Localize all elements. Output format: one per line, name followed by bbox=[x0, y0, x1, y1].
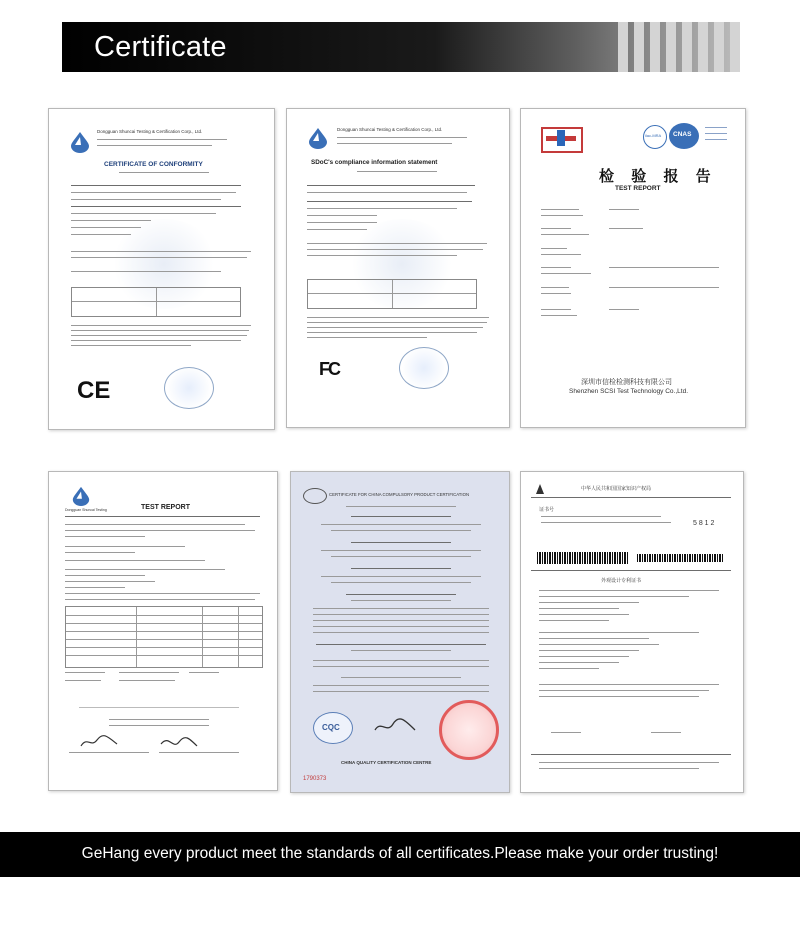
text-line bbox=[159, 752, 239, 753]
text-line bbox=[189, 672, 219, 673]
text-line bbox=[65, 516, 260, 517]
text-line bbox=[351, 600, 451, 601]
text-line bbox=[531, 497, 731, 498]
text-line bbox=[65, 530, 255, 531]
text-line bbox=[541, 293, 571, 294]
text-line bbox=[539, 668, 599, 669]
certificate-issuer: Dongguan Shuncai Testing & Certification Corp., Ltd. bbox=[97, 129, 203, 134]
text-line bbox=[351, 542, 451, 543]
text-line bbox=[337, 143, 452, 144]
certificate-title: 检 验 报 告 bbox=[599, 167, 717, 185]
signature-icon bbox=[79, 734, 119, 750]
text-line bbox=[651, 732, 681, 733]
text-line bbox=[307, 322, 487, 323]
text-line bbox=[539, 650, 639, 651]
text-line bbox=[351, 516, 451, 517]
text-line bbox=[539, 644, 659, 645]
lab-name-en: Shenzhen SCSI Test Technology Co.,Ltd. bbox=[569, 388, 689, 395]
text-line bbox=[539, 638, 649, 639]
text-line bbox=[97, 145, 212, 146]
text-line bbox=[541, 516, 661, 517]
text-line bbox=[307, 201, 472, 202]
patent-certificate-card bbox=[520, 471, 744, 793]
text-line bbox=[307, 243, 487, 244]
certificate-title: 中华人民共和国国家知识产权局 bbox=[581, 486, 652, 492]
text-line bbox=[609, 309, 639, 310]
text-line bbox=[321, 550, 481, 551]
text-line bbox=[97, 139, 227, 140]
text-line bbox=[541, 254, 581, 255]
official-red-stamp bbox=[439, 700, 499, 760]
certificate-title: TEST REPORT bbox=[141, 504, 191, 511]
text-line bbox=[351, 568, 451, 569]
text-line bbox=[337, 137, 467, 138]
ilac-badge bbox=[643, 125, 667, 149]
certificate-serial: 1790373 bbox=[303, 776, 327, 782]
text-line bbox=[321, 576, 481, 577]
banner-stripes bbox=[618, 22, 740, 72]
text-line bbox=[119, 172, 209, 173]
text-line bbox=[71, 220, 151, 221]
text-line bbox=[609, 267, 719, 268]
certificate-stamp: 证书号 bbox=[539, 507, 555, 513]
lab-logo-icon bbox=[541, 127, 583, 153]
certificate-ce-card bbox=[48, 108, 275, 430]
text-line bbox=[71, 271, 221, 272]
text-line bbox=[307, 208, 457, 209]
certificate-title: CERTIFICATE OF CONFORMITY bbox=[104, 161, 203, 168]
text-line bbox=[541, 273, 591, 274]
test-report-cn-card bbox=[520, 108, 746, 428]
text-line bbox=[307, 192, 467, 193]
banner-stripe bbox=[698, 22, 708, 72]
text-line bbox=[346, 594, 456, 595]
text-line bbox=[346, 506, 456, 507]
text-line bbox=[307, 337, 427, 338]
text-line bbox=[71, 330, 249, 331]
text-line bbox=[71, 335, 247, 336]
cqc-seal bbox=[313, 712, 353, 744]
signature-icon bbox=[159, 734, 199, 750]
certificate-issuer: Dongguan Shuncai Testing & Certification Corp., Ltd. bbox=[337, 127, 443, 132]
certificate-subtitle: 外观设计专利证书 bbox=[601, 578, 642, 584]
text-line bbox=[539, 768, 699, 769]
certificate-ccc-card bbox=[290, 471, 510, 793]
text-line bbox=[541, 522, 671, 523]
certificate-title: SDoC's compliance information statement bbox=[311, 159, 438, 166]
text-line bbox=[541, 228, 571, 229]
text-line bbox=[531, 754, 731, 755]
text-line bbox=[65, 536, 145, 537]
text-line bbox=[313, 632, 489, 633]
text-line bbox=[539, 602, 639, 603]
text-line bbox=[539, 762, 719, 763]
text-line bbox=[65, 581, 155, 582]
text-line bbox=[71, 206, 241, 207]
certification-seal bbox=[164, 367, 214, 409]
ccc-logo-icon bbox=[303, 488, 327, 504]
text-line bbox=[307, 327, 483, 328]
text-line bbox=[65, 552, 135, 553]
banner-stripe bbox=[666, 22, 676, 72]
text-line bbox=[313, 691, 489, 692]
text-line bbox=[109, 725, 209, 726]
certificate-subtitle: TEST REPORT bbox=[615, 185, 661, 192]
text-line bbox=[539, 614, 629, 615]
lab-logo-icon bbox=[307, 127, 329, 149]
lab-name-cn: 深圳市信检检测科技有限公司 bbox=[581, 378, 672, 386]
text-line bbox=[609, 209, 639, 210]
text-line bbox=[539, 620, 609, 621]
text-line bbox=[71, 340, 241, 341]
text-line bbox=[539, 656, 629, 657]
text-line bbox=[119, 680, 175, 681]
text-line bbox=[307, 185, 475, 186]
text-line bbox=[541, 267, 571, 268]
text-line bbox=[307, 317, 489, 318]
text-line bbox=[316, 644, 486, 645]
text-line bbox=[541, 287, 569, 288]
ce-mark: CE bbox=[77, 377, 111, 404]
cnas-badge bbox=[669, 123, 699, 149]
text-line bbox=[79, 707, 239, 708]
cnas-badge-label: CNAS bbox=[673, 131, 692, 138]
page-title: Certificate bbox=[94, 31, 227, 63]
text-line bbox=[71, 213, 216, 214]
banner-stripe bbox=[618, 22, 628, 72]
text-line bbox=[321, 524, 481, 525]
barcode bbox=[537, 552, 629, 564]
text-line bbox=[541, 215, 583, 216]
footer-slogan: GeHang every product meet the standards of all certificates.Please make your order trusting! bbox=[81, 845, 719, 862]
certificate-fcc-card bbox=[286, 108, 510, 428]
text-line bbox=[331, 556, 471, 557]
text-line bbox=[71, 192, 236, 193]
text-line bbox=[541, 234, 589, 235]
text-line bbox=[531, 570, 731, 571]
header-banner bbox=[62, 22, 740, 72]
text-line bbox=[539, 690, 709, 691]
certificate-footer: CHINA QUALITY CERTIFICATION CENTRE bbox=[341, 760, 432, 765]
text-line bbox=[307, 255, 457, 256]
test-results-table bbox=[65, 606, 263, 668]
text-line bbox=[307, 215, 377, 216]
standards-table bbox=[71, 287, 241, 317]
fcc-mark: FC bbox=[319, 359, 339, 379]
text-line bbox=[541, 209, 579, 210]
text-line bbox=[71, 199, 221, 200]
text-line bbox=[331, 582, 471, 583]
text-line bbox=[551, 732, 581, 733]
text-line bbox=[313, 685, 489, 686]
text-line bbox=[65, 546, 185, 547]
text-line bbox=[65, 680, 101, 681]
banner-stripe bbox=[730, 22, 740, 72]
text-line bbox=[609, 228, 643, 229]
banner-stripe bbox=[714, 22, 724, 72]
text-line bbox=[119, 672, 179, 673]
text-line bbox=[71, 345, 191, 346]
text-line bbox=[539, 662, 619, 663]
text-line bbox=[705, 127, 727, 128]
text-line bbox=[307, 229, 367, 230]
ilac-badge-label: ilac-MRA bbox=[645, 133, 662, 138]
text-line bbox=[539, 696, 699, 697]
certificate-issuer: Dongguan Shuncai Testing bbox=[65, 508, 107, 512]
text-line bbox=[65, 575, 145, 576]
banner-stripe bbox=[634, 22, 644, 72]
text-line bbox=[307, 222, 377, 223]
text-line bbox=[307, 249, 483, 250]
text-line bbox=[307, 332, 477, 333]
text-line bbox=[539, 596, 689, 597]
certificate-code: 5 8 1 2 bbox=[693, 520, 715, 527]
text-line bbox=[65, 599, 255, 600]
standards-table bbox=[307, 279, 477, 309]
certification-seal bbox=[399, 347, 449, 389]
text-line bbox=[609, 287, 719, 288]
test-report-en-card bbox=[48, 471, 278, 791]
text-line bbox=[71, 325, 251, 326]
banner-stripe bbox=[650, 22, 660, 72]
text-line bbox=[351, 650, 451, 651]
text-line bbox=[539, 632, 699, 633]
text-line bbox=[341, 677, 461, 678]
text-line bbox=[705, 139, 727, 140]
patent-office-logo-icon bbox=[533, 482, 547, 496]
lab-logo-icon bbox=[69, 131, 91, 153]
text-line bbox=[541, 315, 577, 316]
text-line bbox=[313, 620, 489, 621]
certificate-title: CERTIFICATE FOR CHINA COMPULSORY PRODUCT CERTIFICATION bbox=[329, 492, 470, 497]
text-line bbox=[313, 608, 489, 609]
text-line bbox=[65, 672, 105, 673]
text-line bbox=[313, 614, 489, 615]
text-line bbox=[65, 587, 125, 588]
text-line bbox=[313, 626, 489, 627]
text-line bbox=[539, 684, 719, 685]
text-line bbox=[109, 719, 209, 720]
text-line bbox=[65, 524, 245, 525]
text-line bbox=[71, 185, 241, 186]
footer-banner bbox=[0, 832, 800, 877]
cqc-seal-label: CQC bbox=[322, 723, 340, 732]
text-line bbox=[539, 590, 719, 591]
text-line bbox=[69, 752, 149, 753]
lab-logo-icon bbox=[71, 486, 91, 506]
text-line bbox=[65, 569, 225, 570]
text-line bbox=[705, 133, 727, 134]
banner-stripe bbox=[682, 22, 692, 72]
text-line bbox=[331, 530, 471, 531]
barcode bbox=[637, 554, 723, 562]
text-line bbox=[541, 248, 567, 249]
text-line bbox=[313, 666, 489, 667]
text-line bbox=[71, 251, 251, 252]
text-line bbox=[539, 608, 619, 609]
signature-icon bbox=[373, 718, 417, 736]
text-line bbox=[65, 593, 260, 594]
text-line bbox=[65, 560, 205, 561]
text-line bbox=[357, 171, 437, 172]
text-line bbox=[71, 257, 247, 258]
text-line bbox=[313, 660, 489, 661]
text-line bbox=[541, 309, 571, 310]
